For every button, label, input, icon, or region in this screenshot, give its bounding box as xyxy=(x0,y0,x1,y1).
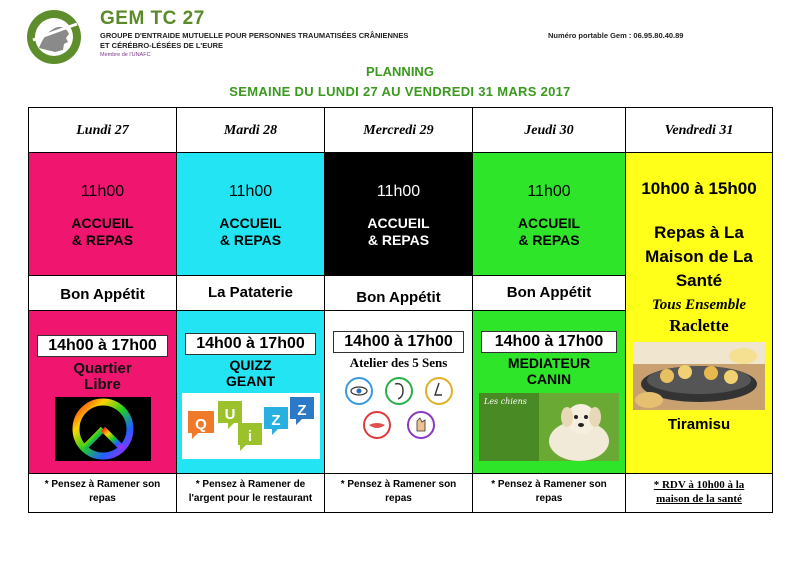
note-cell xyxy=(626,474,772,512)
dish-label: Raclette xyxy=(669,316,729,335)
morning-cell xyxy=(29,153,176,276)
org-subtitle-line2: ET CÉRÉBRO-LÉSÉES DE L'EURE xyxy=(100,41,224,50)
event-line3: Santé xyxy=(675,271,723,290)
day-header: Vendredi 31 xyxy=(626,108,772,153)
lunch-cell: Bon Appétit xyxy=(473,276,625,311)
note-line2: repas xyxy=(535,493,563,504)
quiz-letter: i xyxy=(247,428,252,445)
morning-time: 11h00 xyxy=(527,183,571,200)
week-title: SEMAINE DU LUNDI 27 AU VENDREDI 31 MARS 2017 xyxy=(229,84,571,99)
morning-activity xyxy=(325,215,472,249)
morning-line1: ACCUEIL xyxy=(367,215,430,231)
afternoon-time: 14h00 à 17h00 xyxy=(37,335,168,357)
morning-time: 11h00 xyxy=(80,183,125,200)
activity-label: Atelier des 5 Sens xyxy=(349,355,448,370)
dessert-label: Tiramisu xyxy=(667,416,731,433)
morning-activity xyxy=(177,215,324,249)
planning-title: PLANNING xyxy=(366,64,434,79)
activity-line2: CANIN xyxy=(526,371,572,387)
afternoon-time: 14h00 à 17h00 xyxy=(185,333,316,355)
column-thursday xyxy=(473,108,626,512)
together-label: Tous Ensemble xyxy=(651,297,747,313)
activity-line1: QUIZZ xyxy=(229,357,272,373)
member-text: Membre de l'UNAFC xyxy=(100,52,151,58)
org-subtitle xyxy=(100,31,480,51)
quiz-letter: Z xyxy=(270,412,281,429)
day-header: Mercredi 29 xyxy=(325,108,472,153)
morning-line2: & REPAS xyxy=(219,232,282,248)
morning-activity xyxy=(473,215,625,249)
image-caption: Les chiens xyxy=(484,397,527,406)
event-line2: Maison de La xyxy=(645,247,753,266)
lunch-cell: La Pataterie xyxy=(177,276,324,311)
morning-cell xyxy=(473,153,625,276)
morning-line1: ACCUEIL xyxy=(219,215,282,231)
head-profile-icon xyxy=(25,8,83,66)
afternoon-cell xyxy=(325,311,472,474)
note-cell xyxy=(177,474,324,512)
raclette-photo-icon xyxy=(633,342,765,410)
column-monday xyxy=(29,108,177,512)
note-cell xyxy=(473,474,625,512)
afternoon-cell xyxy=(29,311,176,474)
note-cell xyxy=(325,474,472,512)
raclette-image xyxy=(633,342,765,410)
column-friday xyxy=(626,108,772,512)
event-title xyxy=(626,221,772,293)
morning-cell xyxy=(177,153,324,276)
morning-activity xyxy=(29,215,176,249)
event-time: 10h00 à 15h00 xyxy=(641,179,757,198)
morning-line2: & REPAS xyxy=(71,232,134,248)
morning-time: 11h00 xyxy=(228,183,273,200)
note-line1: * Pensez à Ramener son xyxy=(44,479,161,490)
org-subtitle-line1: GROUPE D'ENTRAIDE MUTUELLE POUR PERSONNES TRAUMATISÉES CRÂNIENNES xyxy=(100,31,409,40)
org-name: GEM TC 27 xyxy=(100,8,205,29)
note-line2: repas xyxy=(89,493,116,504)
friday-event-cell xyxy=(626,153,772,474)
morning-time: 11h00 xyxy=(376,183,421,200)
lunch-cell: Bon Appétit xyxy=(29,276,176,311)
event-line1: Repas à La xyxy=(654,223,744,242)
phone-number: Numéro portable Gem : 06.95.80.40.89 xyxy=(548,31,684,40)
five-senses-image xyxy=(339,375,459,447)
note-line1: * Pensez à Ramener son xyxy=(340,479,457,490)
morning-cell xyxy=(325,153,472,276)
day-header: Lundi 27 xyxy=(29,108,176,153)
activity-label xyxy=(473,355,625,387)
morning-line1: ACCUEIL xyxy=(71,215,134,231)
note-line2: maison de la santé xyxy=(656,493,742,505)
activity-line1: MEDIATEUR xyxy=(507,355,591,371)
morning-line2: & REPAS xyxy=(367,232,430,248)
column-wednesday xyxy=(325,108,473,512)
activity-line2: GEANT xyxy=(226,373,275,389)
schedule-table xyxy=(28,107,773,513)
afternoon-cell xyxy=(473,311,625,474)
note-cell xyxy=(29,474,176,512)
peace-sign-image xyxy=(55,397,151,461)
day-header: Jeudi 30 xyxy=(473,108,625,153)
note-line2: repas xyxy=(385,493,412,504)
quiz-letter: Q xyxy=(194,416,207,433)
lunch-cell: Bon Appétit xyxy=(325,276,472,311)
note-line2: l'argent pour le restaurant xyxy=(188,493,313,504)
column-tuesday xyxy=(177,108,325,512)
morning-line1: ACCUEIL xyxy=(517,215,581,231)
puppy-image xyxy=(479,393,619,461)
gem-logo xyxy=(25,8,83,66)
afternoon-time: 14h00 à 17h00 xyxy=(481,331,617,353)
note-line1: * Pensez à Ramener son xyxy=(491,479,607,490)
activity-label xyxy=(177,357,324,389)
morning-line2: & REPAS xyxy=(518,232,580,248)
afternoon-cell xyxy=(177,311,324,474)
quiz-letter: Z xyxy=(296,402,307,419)
peace-sign-icon xyxy=(55,397,151,461)
note-line1: * Pensez à Ramener de xyxy=(195,479,306,490)
activity-line2: Libre xyxy=(84,376,121,393)
afternoon-time: 14h00 à 17h00 xyxy=(333,331,464,353)
five-senses-icon xyxy=(339,375,459,447)
quiz-bubbles-icon xyxy=(182,393,320,459)
quiz-letter: U xyxy=(224,406,235,423)
activity-line1: Quartier xyxy=(73,360,132,377)
day-header: Mardi 28 xyxy=(177,108,324,153)
activity-label xyxy=(29,361,176,393)
note-line1: * RDV à 10h00 à la xyxy=(653,479,745,491)
quiz-image xyxy=(182,393,320,459)
